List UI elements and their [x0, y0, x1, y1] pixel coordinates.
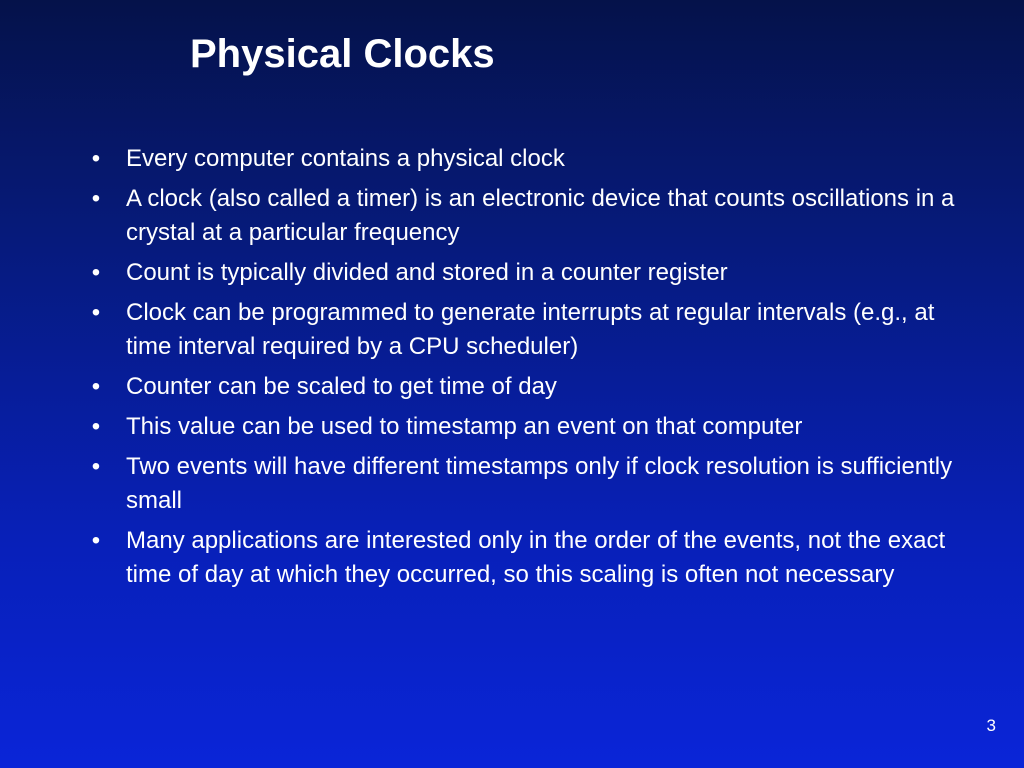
bullet-icon: •: [91, 527, 101, 554]
slide-number: 3: [986, 716, 996, 735]
bullet-text: Count is typically divided and stored in a counter register: [126, 259, 728, 286]
bullet-item: [86, 182, 956, 250]
bullet-icon: •: [91, 259, 101, 286]
bullet-item: [86, 410, 956, 444]
bullet-list: [86, 142, 956, 598]
bullet-item: [86, 296, 956, 364]
bullet-text: Every computer contains a physical clock: [126, 145, 565, 172]
bullet-icon: •: [91, 453, 101, 480]
bullet-icon: •: [91, 373, 101, 400]
bullet-text: This value can be used to timestamp an event on that computer: [126, 413, 803, 440]
bullet-item: [86, 450, 956, 518]
slide-title: Physical Clocks: [190, 32, 495, 76]
bullet-item: [86, 256, 956, 290]
bullet-icon: •: [91, 185, 101, 212]
bullet-item: [86, 370, 956, 404]
bullet-icon: •: [91, 413, 101, 440]
bullet-icon: •: [91, 145, 101, 172]
bullet-text: A clock (also called a timer) is an electronic device that counts oscillations in a crystal at a particular frequency: [126, 185, 955, 246]
bullet-icon: •: [91, 299, 101, 326]
bullet-text: Counter can be scaled to get time of day: [126, 373, 557, 400]
bullet-text: Many applications are interested only in the order of the events, not the exact time of day at which they occurred, so this scaling is often not necessary: [126, 527, 946, 588]
bullet-text: Clock can be programmed to generate interrupts at regular intervals (e.g., at time interval required by a CPU scheduler): [126, 299, 935, 360]
bullet-text: Two events will have different timestamps only if clock resolution is sufficiently small: [126, 453, 953, 514]
bullet-item: [86, 524, 956, 592]
bullet-item: [86, 142, 956, 176]
